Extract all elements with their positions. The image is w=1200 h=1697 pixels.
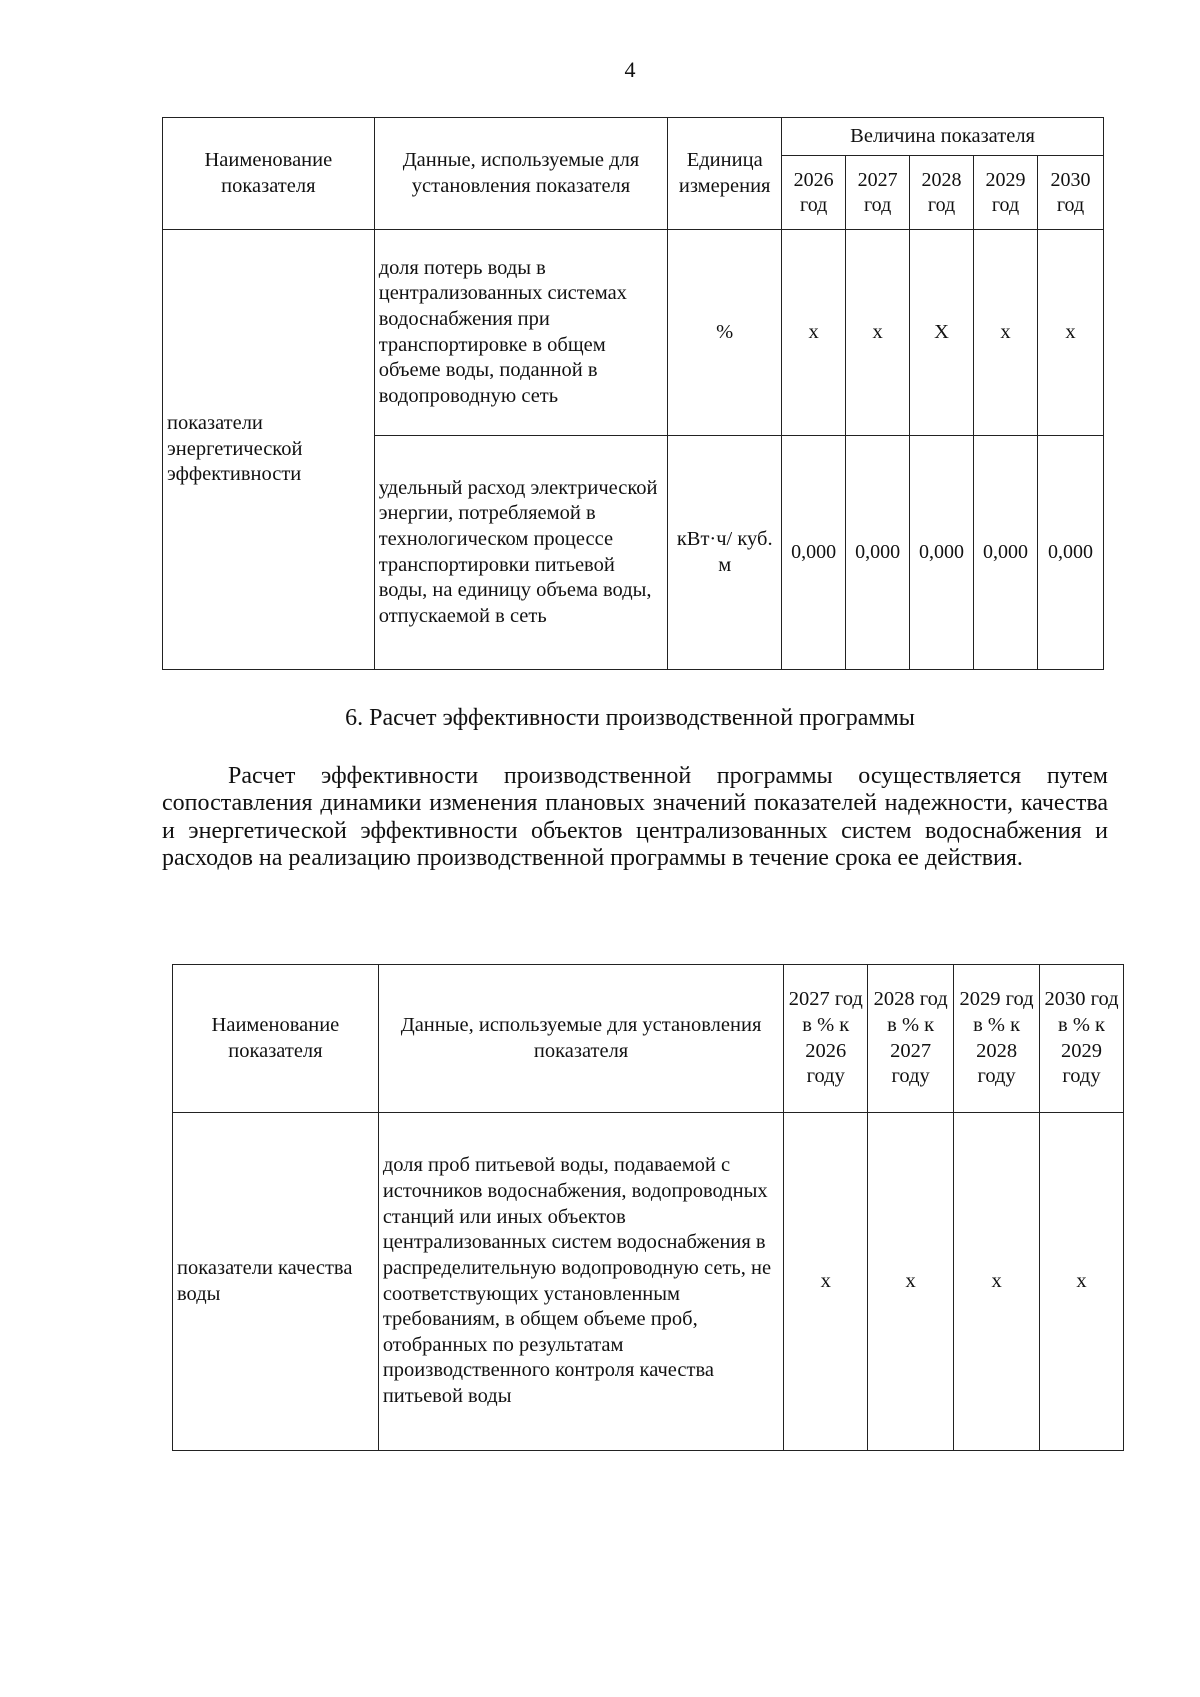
header-year: 2027 год xyxy=(846,156,910,230)
header-name: Наименование показателя xyxy=(173,965,379,1113)
section-heading: 6. Расчет эффективности производственной программы xyxy=(345,705,915,731)
row-value: 0,000 xyxy=(1037,436,1103,670)
row-value: X xyxy=(910,230,974,436)
water-quality-table xyxy=(172,964,1124,1451)
row-data: доля потерь воды в централизованных системах водоснабжения при транспортировке в общем объеме воды, поданной в водопроводную сеть xyxy=(374,230,668,436)
header-year: 2029 год xyxy=(974,156,1038,230)
row-value: x xyxy=(954,1113,1040,1451)
section-paragraph: Расчет эффективности производственной программы осуществляется путем сопоставления динамики изменения плановых значений показателей надежности, качества и энергетической эффективности объектов централизованных систем водоснабжения и расходов на реализацию производственной программы в течение срока ее действия. xyxy=(162,763,1108,872)
row-value: x xyxy=(782,230,846,436)
row-data: доля проб питьевой воды, подаваемой с источников водоснабжения, водопроводных станций или иных объектов централизованных систем водоснабжения в распределительную водопроводную сеть, не соответствующих установленным требованиям, в общем объеме проб, отобранных по результатам производственного контроля качества питьевой воды xyxy=(378,1113,783,1451)
header-data: Данные, используемые для установления показателя xyxy=(378,965,783,1113)
row-unit: кВт·ч/ куб. м xyxy=(668,436,782,670)
group-label: показатели энергетической эффективности xyxy=(163,230,375,670)
energy-efficiency-table xyxy=(162,117,1104,670)
page-number: 4 xyxy=(624,57,636,82)
row-value: x xyxy=(1037,230,1103,436)
header-value-group: Величина показателя xyxy=(782,118,1104,156)
header-year: 2028 год в % к 2027 году xyxy=(868,965,954,1113)
header-year: 2027 год в % к 2026 году xyxy=(784,965,868,1113)
row-value: 0,000 xyxy=(846,436,910,670)
header-name: Наименование показателя xyxy=(163,118,375,230)
header-unit: Единица измерения xyxy=(668,118,782,230)
row-value: 0,000 xyxy=(974,436,1038,670)
header-year: 2028 год xyxy=(910,156,974,230)
header-year: 2030 год в % к 2029 году xyxy=(1040,965,1124,1113)
row-value: x xyxy=(868,1113,954,1451)
header-year: 2030 год xyxy=(1037,156,1103,230)
row-data: удельный расход электрической энергии, потребляемой в технологическом процессе транспортировки питьевой воды, на единицу объема воды, отпускаемой в сеть xyxy=(374,436,668,670)
row-value: 0,000 xyxy=(782,436,846,670)
row-value: x xyxy=(846,230,910,436)
row-value: 0,000 xyxy=(910,436,974,670)
header-year: 2026 год xyxy=(782,156,846,230)
header-year: 2029 год в % к 2028 году xyxy=(954,965,1040,1113)
row-value: x xyxy=(1040,1113,1124,1451)
row-value: x xyxy=(784,1113,868,1451)
row-value: x xyxy=(974,230,1038,436)
header-data: Данные, используемые для установления показателя xyxy=(374,118,668,230)
group-label: показатели качества воды xyxy=(173,1113,379,1451)
row-unit: % xyxy=(668,230,782,436)
